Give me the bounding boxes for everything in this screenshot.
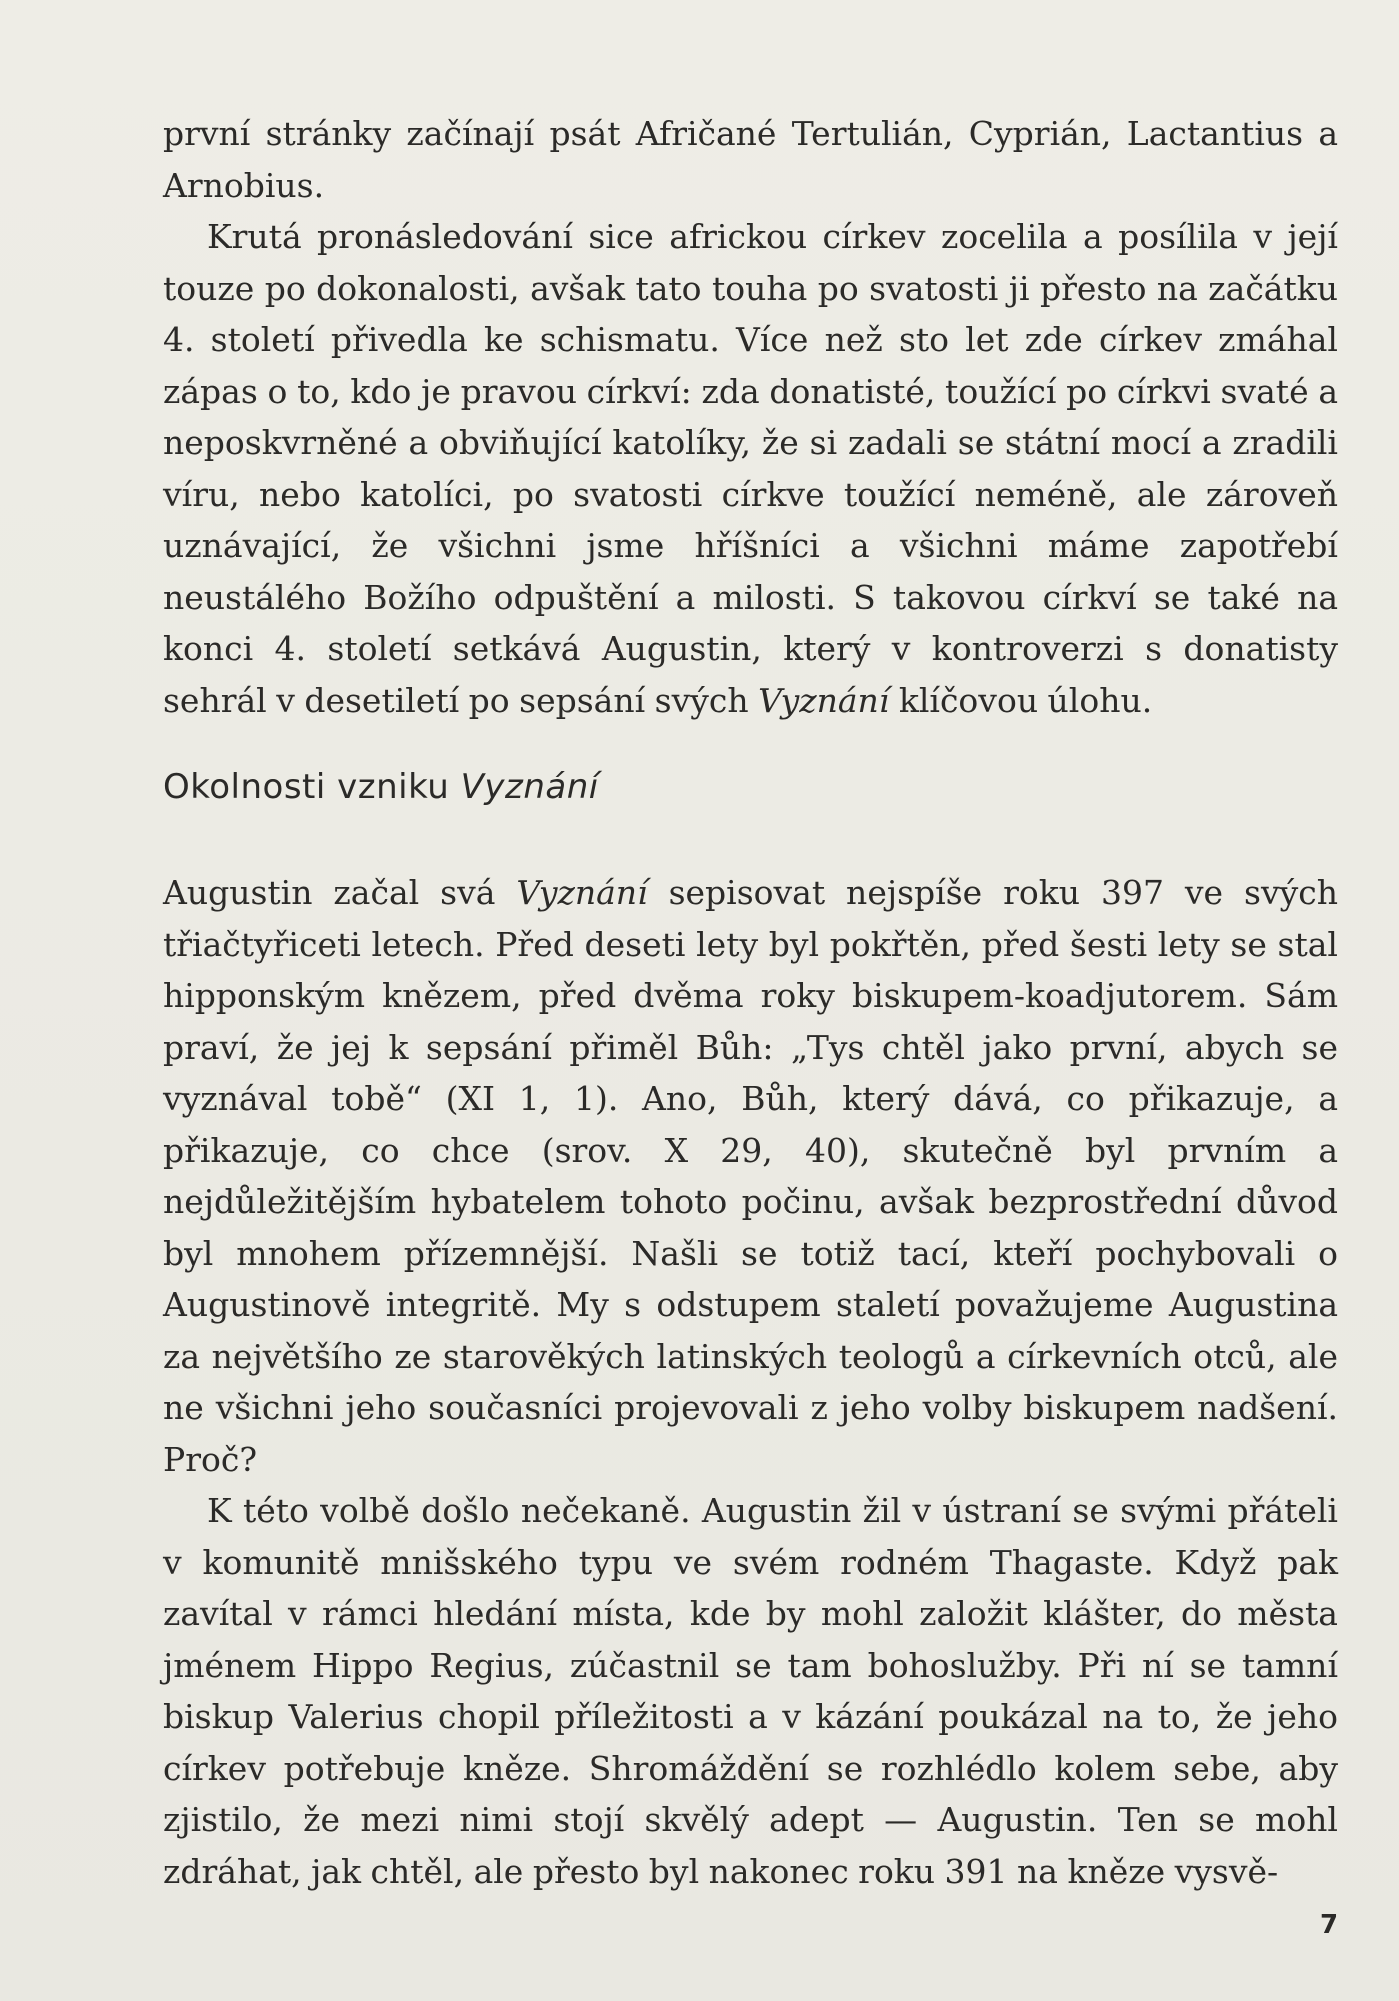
paragraph-2-text-a: Krutá pronásledování sice africkou církev zocelila a posílila v její touze po dokonalosti, avšak tato touha po svatosti ji přesto na začátku 4. století přivedla ke schismatu. Více než sto let zde církev zmáhal zápas o to, kdo je pravou církví: zda donatisté, toužící po církvi svaté a neposkvrněné a obviňující katolíky, že si zadali se státní mocí a zradili víru, nebo katolíci, po svatosti církve toužící neméně, ale zároveň uznávající, že všichni jsme hříšníci a všichni máme zapotřebí neustálého Božího odpuštění a milosti. S takovou církví se také na konci 4. století setkává Augustin, který v kontroverzi s donatisty sehrál v desetiletí po sepsání svých — [163, 217, 1338, 720]
section-text — [163, 867, 1338, 1897]
paragraph-2-italic-title: Vyznání — [758, 680, 890, 720]
paragraph-3-italic-title: Vyznání — [516, 873, 648, 912]
paragraph-4: K této volbě došlo nečekaně. Augustin žil v ústraní se svými přáteli v komunitě mnišského typu ve svém rodném Thagaste. Když pak zavítal v rámci hledání místa, kde by mohl založit klášter, do města jménem Hippo Regius, zúčastnil se tam bohoslužby. Při ní se tamní biskup Valerius chopil příležitosti a v kázání poukázal na to, že jeho církev potřebuje kněze. Shromáždění se rozhlédlo kolem sebe, aby zjistilo, že mezi nimi stojí skvělý adept — Augustin. Ten se mohl zdráhat, jak chtěl, ale přesto byl nakonec roku 391 na kněze vysvě- — [163, 1491, 1338, 1891]
section-heading-plain: Okolnosti vzniku — [163, 767, 461, 807]
paragraph-2-text-b: klíčovou úlohu. — [889, 680, 1153, 720]
paragraph-3-text-b: sepisovat nejspíše roku 397 ve svých třiačtyřiceti letech. Před deseti lety byl pokřtěn, před šesti lety se stal hipponským knězem, před dvěma roky biskupem-koadjutorem. Sám praví, že jej k sepsání přiměl Bůh: „Tys chtěl jako první, abych se vyznával tobě“ (XI 1, 1). Ano, Bůh, který dává, co přikazuje, a přikazuje, co chce (srov. X 29, 40), skutečně byl prvním a nejdůležitějším hybatelem tohoto počinu, avšak bezprostřední důvod byl mnohem přízemnější. Našli se totiž tací, kteří pochybovali o Augustinově integritě. My s odstupem staletí považujeme Augustina za největšího ze starověkých latinských teologů a církevních otců, ale ne všichni jeho současníci projevovali z jeho volby biskupem nadšení. Proč? — [163, 873, 1338, 1479]
paragraph-3 — [163, 867, 1338, 1485]
section-heading — [163, 767, 599, 807]
page-number: 7 — [1320, 1910, 1339, 1940]
paragraph-2 — [163, 211, 1338, 726]
section-heading-italic: Vyznání — [460, 767, 599, 807]
intro-text — [163, 108, 1338, 726]
paragraph-1: první stránky začínají psát Afričané Tertulián, Cyprián, Lactantius a Arnobius. — [163, 114, 1338, 205]
paragraph-3-text-a: Augustin začal svá — [163, 873, 517, 912]
